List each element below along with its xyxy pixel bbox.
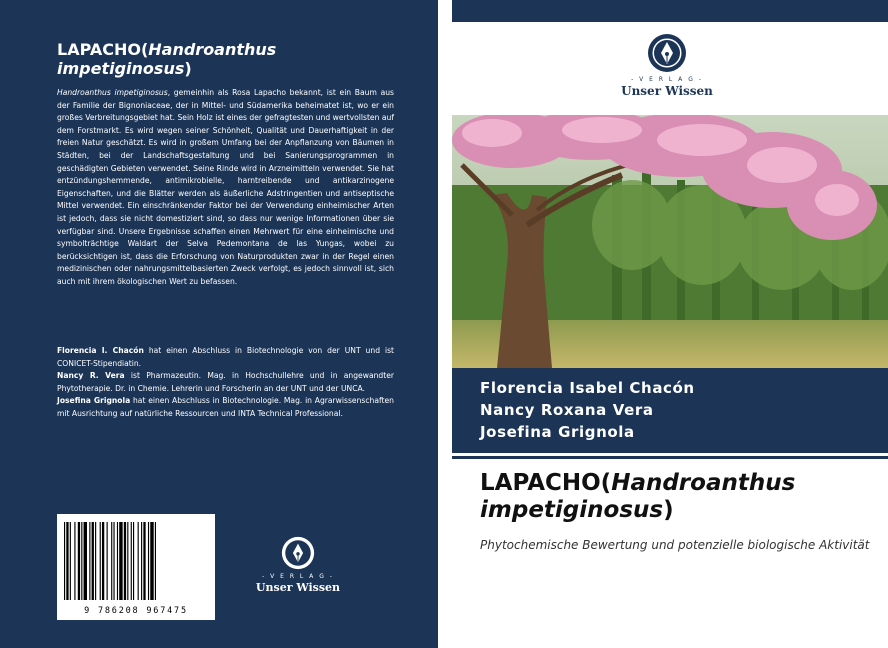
- barcode-bar: [100, 522, 101, 600]
- barcode-bar: [102, 522, 104, 600]
- book-subtitle: Phytochemische Bewertung und potenzielle biologische Aktivität: [480, 538, 870, 552]
- barcode-bar: [64, 522, 65, 600]
- front-cover: [452, 0, 888, 648]
- barcode-bar: [92, 522, 94, 600]
- barcode-bar: [107, 522, 108, 600]
- author-bio: Nancy R. Vera ist Pharmazeutin. Mag. in Hochschullehre und in angewandter Phytotherapie. Dr. in Chemie. Lehrerin und Forscherin an der UNT und der UNCA.: [57, 371, 394, 393]
- barcode-bar: [138, 522, 139, 600]
- pen-nib-emblem-icon: [647, 33, 687, 73]
- divider: [452, 456, 888, 459]
- back-description: Handroanthus impetiginosus, gemeinhin als Rosa Lapacho bekannt, ist ein Baum aus der Familie der Bignoniaceae, der in Mittel- und Südamerika beheimatet ist, wo er ein großes Verbreitungsgebiet hat. Sein Holz ist eines der gefragtesten und wertvollsten auf dem Forstmarkt. Es wird wegen seiner Schönheit, Qualität und Dauerhaftigkeit in der freien Natur geschätzt. Es wird in großem Umfang bei der Anpflanzung von Bäumen in Städten, bei der Landschaftsgestaltung und bei Sanierungsprogrammen in geschädigten Gebieten verwendet. Seine Rinde wird in Arzneimitteln verwendet. Sie hat entzündungshemmende, antimikrobielle, harntreibende und antikarzinogene Eigenschaften, und die Blätter werden als äußerliche Adstringentien und antiseptische Mittel verwendet. Ein einschränkender Faktor bei der Verwendung einheimischer Arten ist jedoch, dass sie nicht domestiziert sind, so dass nur wenige Informationen über sie verfügbar sind. Unsere Ergebnisse schaffen einen Mehrwert für eine einheimische und symbolträchtige Waldart der Selva Pedemontana de las Yungas, wobei zu berücksichtigen ist, dass die Erforschung von Naturprodukten zwar in der Regel einen medizinischen oder nahrungsmittelbasierten Zweck verfolgt, es jedoch sinnvoll ist, sich auch mit ihrem ökologischen Wert zu befassen.: [57, 88, 394, 286]
- author-bios: [57, 345, 394, 421]
- publisher-logo-back: [254, 536, 342, 594]
- publisher-name: Unser Wissen: [621, 84, 713, 98]
- author-name: Nancy Roxana Vera: [480, 401, 654, 419]
- author-name: Josefina Grignola: [480, 423, 635, 441]
- publisher-name: Unser Wissen: [255, 581, 341, 594]
- isbn-barcode: [57, 514, 215, 620]
- barcode-bars: [62, 522, 210, 600]
- barcode-bar: [111, 522, 112, 600]
- spine: [438, 0, 452, 648]
- author-bio: Josefina Grignola hat einen Abschluss in Biotechnologie. Mag. in Agrarwissenschaften mit Ausrichtung auf natürliche Ressourcen und INTA Technical Professional.: [57, 396, 394, 418]
- back-cover: [0, 0, 438, 648]
- barcode-bar: [117, 522, 118, 600]
- barcode-bar: [155, 522, 156, 600]
- barcode-bar: [148, 522, 149, 600]
- back-title: LAPACHO(Handroanthus impetiginosus): [57, 40, 277, 78]
- author-bio: Florencia I. Chacón hat einen Abschluss in Biotechnologie von der UNT und ist CONICET-Stipendiatin.: [57, 346, 395, 368]
- barcode-bar: [95, 522, 96, 600]
- verlag-label: - V E R L A G -: [262, 573, 334, 580]
- barcode-bar: [131, 522, 132, 600]
- barcode-bar: [84, 522, 87, 600]
- author-name: Florencia Isabel Chacón: [480, 379, 695, 397]
- barcode-bar: [141, 522, 142, 600]
- pink-lapacho-tree-photo: [452, 115, 888, 368]
- barcode-bar: [127, 522, 128, 600]
- book-title: LAPACHO(Handroanthus impetiginosus): [480, 470, 796, 523]
- verlag-label: - V E R L A G -: [631, 76, 703, 83]
- barcode-bar: [143, 522, 145, 600]
- authors-band: [452, 368, 888, 453]
- barcode-bar: [70, 522, 71, 600]
- isbn-digits: 9 786208 967475: [84, 606, 188, 616]
- barcode-bar: [81, 522, 82, 600]
- barcode-bar: [89, 522, 90, 600]
- top-bar: [452, 0, 888, 22]
- barcode-bar: [124, 522, 126, 600]
- barcode-bar: [119, 522, 122, 600]
- barcode-bar: [133, 522, 134, 600]
- barcode-bar: [113, 522, 114, 600]
- barcode-bar: [150, 522, 153, 600]
- barcode-bar: [74, 522, 75, 600]
- publisher-logo-front: [612, 33, 722, 98]
- barcode-bar: [78, 522, 80, 600]
- barcode-bar: [66, 522, 68, 600]
- pen-nib-emblem-icon: [281, 536, 315, 570]
